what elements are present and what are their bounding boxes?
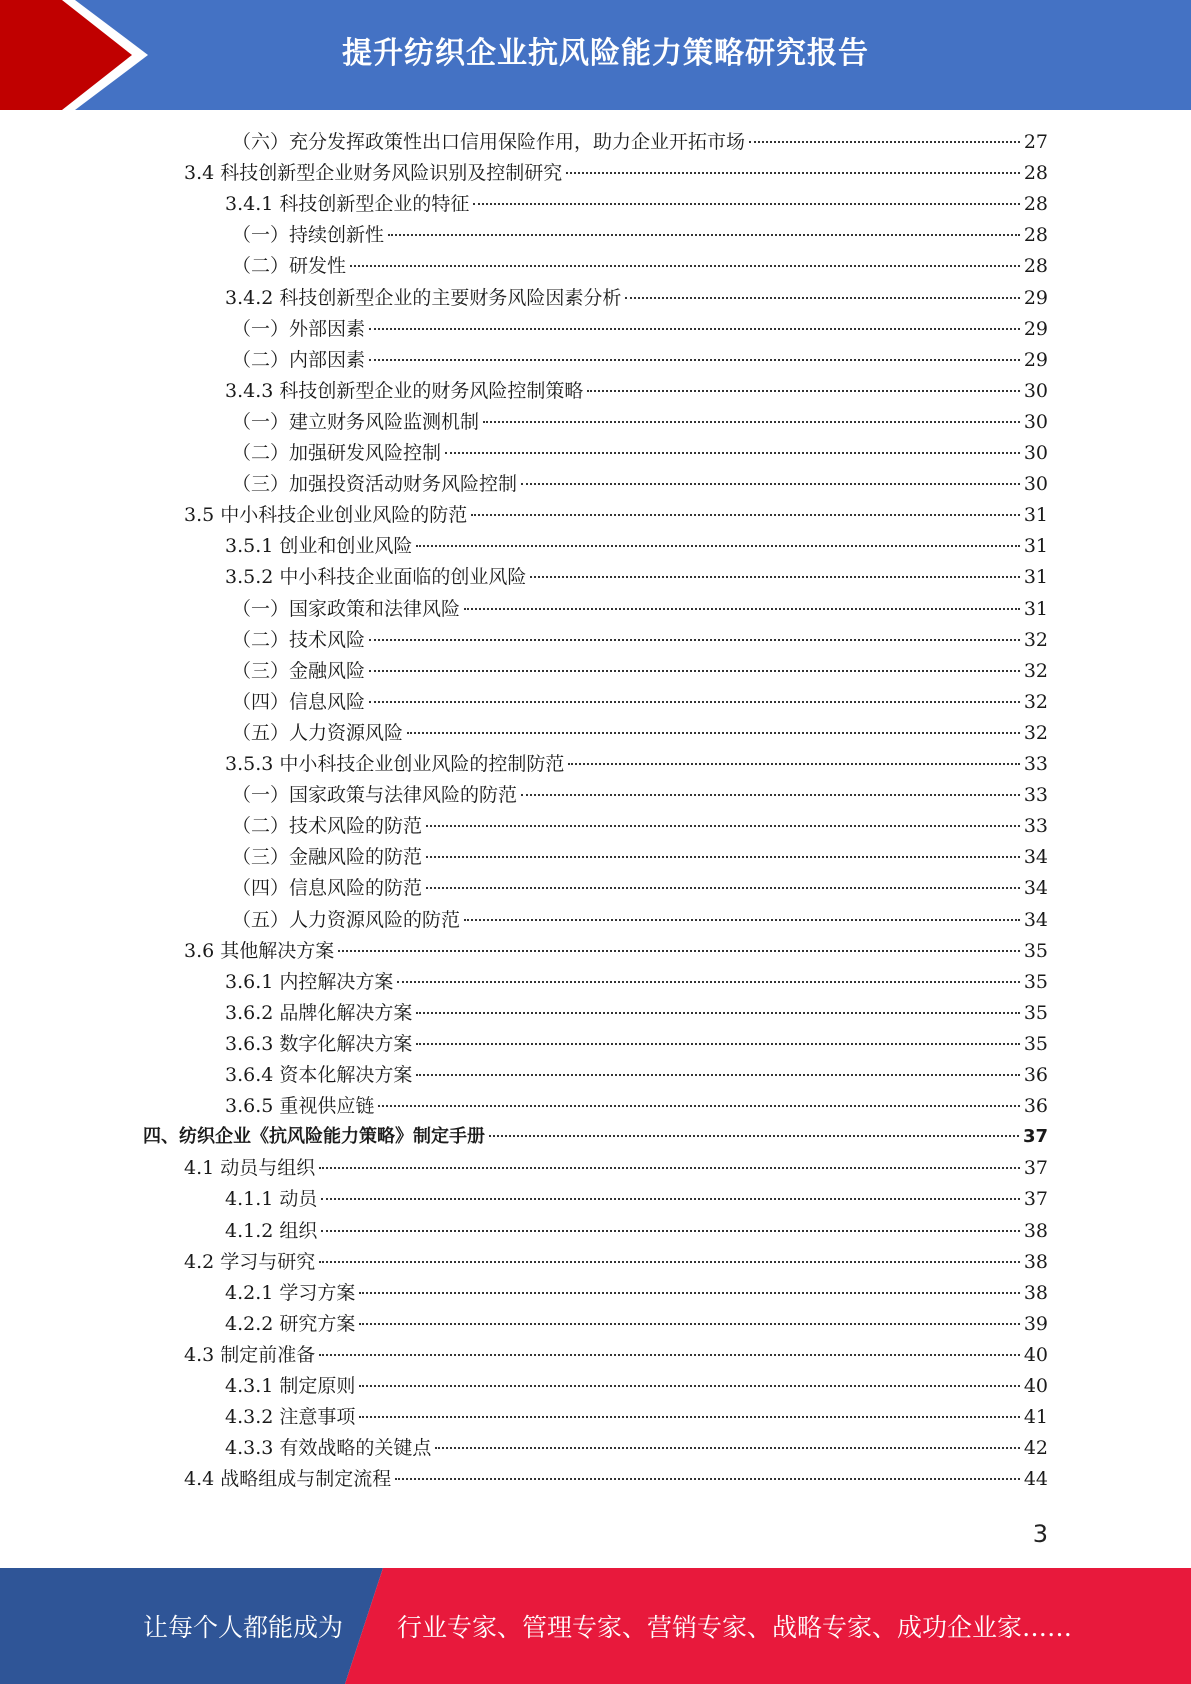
toc-entry-page: 28 (1023, 162, 1048, 185)
toc-entry[interactable] (225, 190, 1048, 218)
toc-entry-page: 33 (1023, 784, 1048, 807)
toc-dot-leader (359, 1323, 1019, 1325)
toc-dot-leader (359, 1416, 1019, 1418)
toc-entry-label: （一）持续创新性 (232, 224, 385, 247)
toc-entry[interactable] (184, 1341, 1048, 1369)
toc-entry-page: 41 (1023, 1406, 1048, 1429)
toc-entry-page: 44 (1023, 1468, 1048, 1491)
toc-entry-label: （四）信息风险的防范 (232, 877, 423, 900)
toc-entry[interactable] (232, 595, 1048, 623)
toc-dot-leader (435, 1447, 1019, 1449)
toc-entry-page: 35 (1023, 1032, 1048, 1055)
toc-dot-leader (407, 732, 1020, 734)
toc-dot-leader (397, 981, 1019, 983)
toc-entry-page: 37 (1023, 1188, 1048, 1211)
toc-dot-leader (483, 421, 1020, 423)
toc-entry-page: 37 (1022, 1126, 1048, 1148)
toc-entry[interactable] (232, 439, 1048, 467)
toc-entry-label: 4.2 学习与研究 (184, 1250, 316, 1273)
report-title: 提升纺织企业抗风险能力策略研究报告 (342, 36, 869, 71)
toc-entry-page: 31 (1023, 597, 1048, 620)
toc-entry-page: 38 (1023, 1219, 1048, 1242)
toc-entry-page: 30 (1023, 410, 1048, 433)
toc-dot-leader (489, 1135, 1019, 1137)
footer-slogan-right: 行业专家、管理专家、营销专家、战略专家、成功企业家…… (397, 1613, 1073, 1642)
toc-dot-leader (369, 359, 1020, 361)
toc-entry-label: （一）国家政策和法律风险 (232, 597, 461, 620)
toc-entry-page: 40 (1023, 1343, 1048, 1366)
toc-dot-leader (464, 608, 1020, 610)
toc-entry[interactable] (225, 1217, 1048, 1245)
toc-dot-leader (464, 919, 1020, 921)
toc-entry-page: 27 (1023, 131, 1048, 153)
toc-dot-leader (471, 514, 1020, 516)
toc-entry[interactable] (225, 532, 1048, 560)
toc-dot-leader (473, 203, 1019, 205)
toc-entry-page: 30 (1023, 379, 1048, 402)
toc-entry-page: 35 (1023, 939, 1048, 962)
toc-dot-leader (359, 1385, 1019, 1387)
toc-entry-label: 3.6.4 资本化解决方案 (225, 1064, 413, 1086)
toc-dot-leader (416, 1074, 1019, 1076)
page-number: 3 (1032, 1520, 1048, 1548)
toc-entry-page: 30 (1023, 442, 1048, 464)
toc-entry[interactable] (184, 1154, 1048, 1182)
toc-entry[interactable] (225, 1061, 1048, 1089)
toc-entry[interactable] (232, 408, 1048, 436)
toc-entry-page: 28 (1023, 255, 1048, 278)
toc-entry-label: 4.2.1 学习方案 (225, 1281, 356, 1304)
toc-entry-label: 3.4.1 科技创新型企业的特征 (225, 193, 470, 216)
toc-dot-leader (388, 234, 1020, 236)
toc-entry[interactable] (232, 874, 1048, 902)
toc-entry[interactable] (225, 750, 1048, 778)
toc-entry[interactable] (232, 781, 1048, 809)
toc-entry[interactable] (225, 1310, 1048, 1338)
toc-entry-page: 29 (1023, 348, 1048, 371)
toc-entry-page: 36 (1023, 1064, 1048, 1086)
toc-entry[interactable] (143, 1123, 1048, 1151)
toc-entry-page: 32 (1023, 721, 1048, 744)
toc-entry-label: （二）研发性 (232, 255, 347, 278)
toc-entry[interactable] (232, 315, 1048, 343)
toc-entry-label: 3.5.3 中小科技企业创业风险的控制防范 (225, 753, 565, 775)
toc-dot-leader (426, 825, 1020, 827)
toc-entry-page: 32 (1023, 690, 1048, 713)
page-header (0, 0, 1191, 110)
toc-entry-page: 38 (1023, 1250, 1048, 1273)
toc-entry[interactable] (184, 501, 1048, 529)
toc-entry-label: 4.1.2 组织 (225, 1219, 318, 1242)
toc-entry-page: 37 (1023, 1157, 1048, 1180)
toc-entry[interactable] (232, 719, 1048, 747)
toc-dot-leader (319, 1261, 1020, 1263)
toc-dot-leader (369, 328, 1020, 330)
toc-entry-page: 34 (1023, 846, 1048, 869)
toc-entry-label: 3.6.3 数字化解决方案 (225, 1032, 413, 1055)
toc-entry-label: （二）技术风险的防范 (232, 815, 423, 838)
toc-entry-page: 36 (1023, 1095, 1048, 1118)
toc-entry[interactable] (232, 626, 1048, 654)
toc-entry-label: （四）信息风险 (232, 690, 366, 713)
toc-entry-label: 4.3.1 制定原则 (225, 1375, 356, 1397)
toc-entry-label: （一）建立财务风险监测机制 (232, 410, 480, 433)
toc-entry[interactable] (232, 812, 1048, 840)
toc-entry[interactable] (232, 128, 1048, 156)
toc-dot-leader (521, 794, 1020, 796)
toc-dot-leader (568, 763, 1019, 765)
toc-entry[interactable] (232, 470, 1048, 498)
toc-entry-page: 34 (1023, 908, 1048, 931)
toc-entry-label: 4.1 动员与组织 (184, 1157, 316, 1180)
toc-entry-page: 29 (1023, 317, 1048, 340)
toc-entry-page: 30 (1023, 473, 1048, 496)
toc-entry-page: 40 (1023, 1375, 1048, 1397)
toc-entry-page: 31 (1023, 504, 1048, 527)
toc-entry[interactable] (225, 1030, 1048, 1058)
toc-entry-label: （五）人力资源风险 (232, 721, 404, 744)
toc-entry-label: （二）技术风险 (232, 628, 366, 651)
toc-entry[interactable] (232, 688, 1048, 716)
toc-entry[interactable] (225, 377, 1048, 405)
toc-entry[interactable] (232, 906, 1048, 934)
toc-entry-label: 3.5.1 创业和创业风险 (225, 535, 413, 558)
toc-entry-page: 35 (1023, 1001, 1048, 1024)
toc-entry[interactable] (225, 1372, 1048, 1400)
toc-dot-leader (416, 1043, 1019, 1045)
toc-dot-leader (369, 639, 1020, 641)
toc-entry-label: 4.1.1 动员 (225, 1188, 318, 1211)
toc-entry-label: （二）内部因素 (232, 348, 366, 371)
page-footer (0, 1568, 1191, 1684)
toc-entry-page: 31 (1023, 535, 1048, 558)
toc-entry-page: 34 (1023, 877, 1048, 900)
toc-entry-page: 35 (1023, 970, 1048, 993)
toc-entry[interactable] (184, 1248, 1048, 1276)
toc-entry-page: 31 (1023, 566, 1048, 589)
toc-entry[interactable] (184, 159, 1048, 187)
toc-dot-leader (625, 297, 1019, 299)
toc-dot-leader (319, 1354, 1020, 1356)
toc-entry[interactable] (225, 1279, 1048, 1307)
footer-slogan-left: 让每个人都能成为 (143, 1613, 344, 1642)
toc-entry-label: （二）加强研发风险控制 (232, 442, 442, 464)
toc-entry-label: （三）加强投资活动财务风险控制 (232, 473, 518, 496)
toc-entry-label: （三）金融风险的防范 (232, 846, 423, 869)
toc-dot-leader (321, 1198, 1019, 1200)
toc-entry-page: 28 (1023, 224, 1048, 247)
toc-dot-leader (445, 452, 1020, 454)
toc-entry-label: 3.4.3 科技创新型企业的财务风险控制策略 (225, 379, 584, 402)
toc-entry-page: 39 (1023, 1312, 1048, 1335)
toc-entry[interactable] (225, 1185, 1048, 1213)
toc-dot-leader (378, 1105, 1019, 1107)
toc-dot-leader (350, 265, 1020, 267)
toc-entry-label: 3.6.5 重视供应链 (225, 1095, 375, 1118)
toc-entry[interactable] (225, 1092, 1048, 1120)
toc-dot-leader (426, 887, 1020, 889)
toc-entry-page: 42 (1023, 1437, 1048, 1460)
toc-dot-leader (359, 1292, 1019, 1294)
toc-entry[interactable] (184, 937, 1048, 965)
toc-entry-label: 3.6 其他解决方案 (184, 939, 335, 962)
toc-dot-leader (369, 670, 1020, 672)
toc-entry-label: 4.3.2 注意事项 (225, 1406, 356, 1429)
toc-entry-label: 3.6.2 品牌化解决方案 (225, 1001, 413, 1024)
toc-entry-label: 四、纺织企业《抗风险能力策略》制定手册 (143, 1126, 485, 1148)
toc-entry-label: 3.4.2 科技创新型企业的主要财务风险因素分析 (225, 286, 622, 309)
toc-dot-leader (426, 856, 1020, 858)
toc-entry-label: （一）国家政策与法律风险的防范 (232, 784, 518, 807)
toc-entry-page: 32 (1023, 628, 1048, 651)
toc-dot-leader (566, 172, 1020, 174)
toc-entry-label: 3.4 科技创新型企业财务风险识别及控制研究 (184, 162, 563, 185)
toc-entry-page: 28 (1023, 193, 1048, 216)
toc-dot-leader (321, 1230, 1019, 1232)
toc-entry-label: 4.3.3 有效战略的关键点 (225, 1437, 432, 1460)
toc-entry[interactable] (232, 221, 1048, 249)
toc-entry-label: （五）人力资源风险的防范 (232, 908, 461, 931)
toc-entry-page: 38 (1023, 1281, 1048, 1304)
toc-entry-page: 32 (1023, 659, 1048, 682)
toc-entry-label: （三）金融风险 (232, 659, 366, 682)
toc-dot-leader (416, 1012, 1019, 1014)
toc-entry-label: 3.6.1 内控解决方案 (225, 970, 394, 993)
toc-entry[interactable] (225, 968, 1048, 996)
toc-entry[interactable] (225, 1434, 1048, 1462)
toc-dot-leader (369, 701, 1020, 703)
toc-dot-leader (319, 1167, 1020, 1169)
toc-entry[interactable] (225, 999, 1048, 1027)
toc-entry-label: 4.2.2 研究方案 (225, 1312, 356, 1335)
toc-entry-label: （一）外部因素 (232, 317, 366, 340)
toc-entry[interactable] (225, 284, 1048, 312)
toc-entry[interactable] (225, 1403, 1048, 1431)
toc-dot-leader (395, 1478, 1020, 1480)
toc-entry-label: 4.4 战略组成与制定流程 (184, 1468, 392, 1491)
toc-entry[interactable] (232, 843, 1048, 871)
toc-entry[interactable] (225, 563, 1048, 591)
toc-entry-page: 33 (1023, 753, 1048, 775)
toc-entry-page: 33 (1023, 815, 1048, 838)
toc-dot-leader (338, 950, 1020, 952)
toc-dot-leader (749, 141, 1020, 143)
toc-dot-leader (416, 545, 1019, 547)
toc-entry-page: 29 (1023, 286, 1048, 309)
toc-dot-leader (530, 576, 1019, 578)
toc-entry[interactable] (184, 1465, 1048, 1493)
toc-entry-label: 3.5.2 中小科技企业面临的创业风险 (225, 566, 527, 589)
toc-dot-leader (587, 390, 1019, 392)
toc-entry-label: （六）充分发挥政策性出口信用保险作用，助力企业开拓市场 (232, 131, 746, 153)
toc-dot-leader (521, 483, 1020, 485)
toc-entry[interactable] (232, 346, 1048, 374)
toc-entry-label: 4.3 制定前准备 (184, 1343, 316, 1366)
toc-entry[interactable] (232, 252, 1048, 280)
toc-entry[interactable] (232, 657, 1048, 685)
toc-entry-label: 3.5 中小科技企业创业风险的防范 (184, 504, 468, 527)
